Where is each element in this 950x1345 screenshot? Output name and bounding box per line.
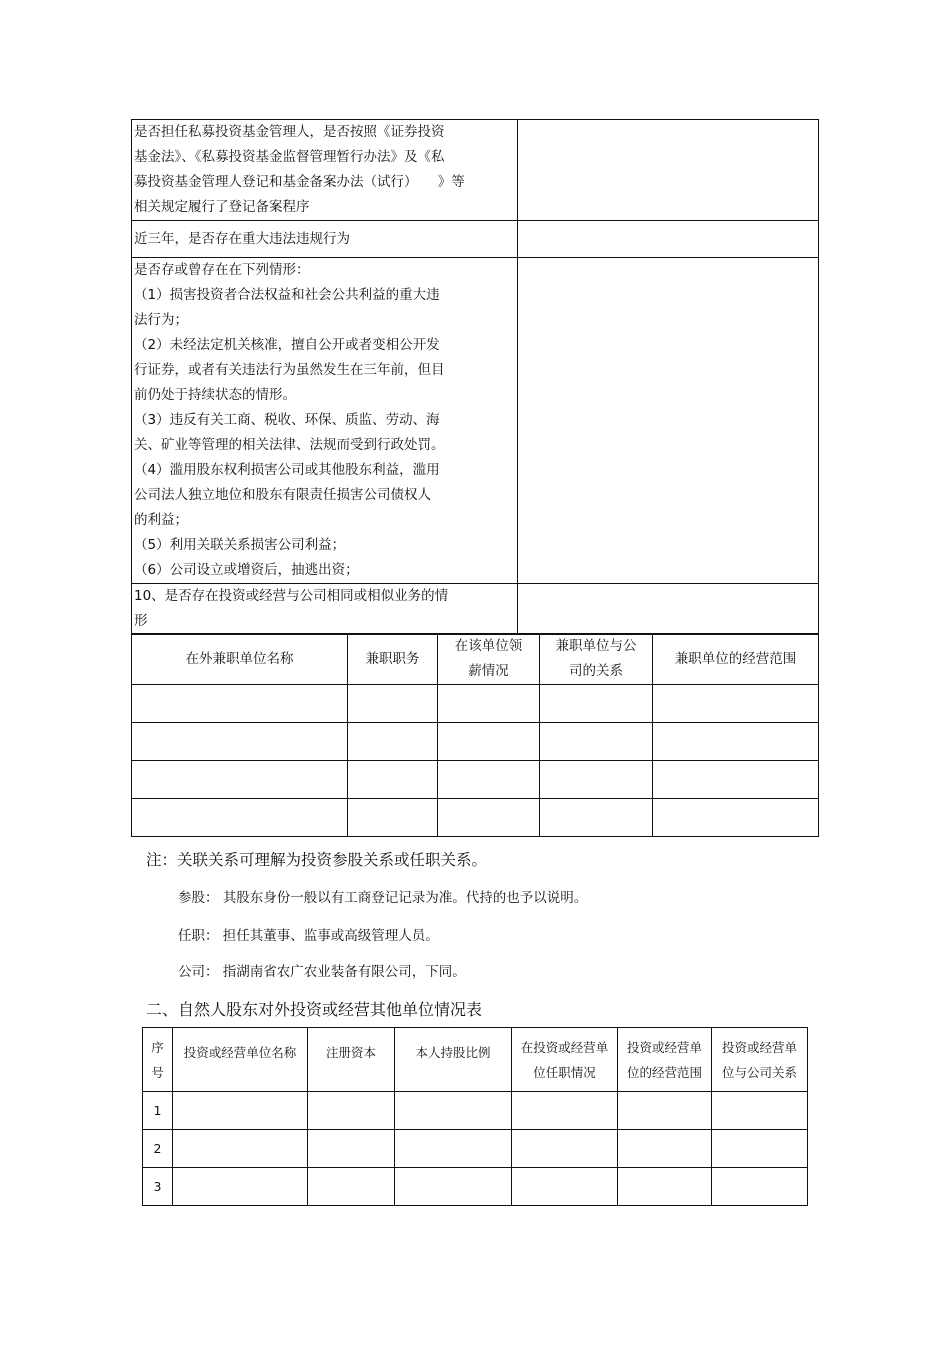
input-cell[interactable] xyxy=(712,1168,808,1206)
question-text: （4）滥用股东权利损害公司或其他股东利益，滥用 xyxy=(134,462,440,478)
input-cell[interactable] xyxy=(540,685,653,723)
note-heading: 注：关联关系可理解为投资参股关系或任职关系。 xyxy=(146,851,488,869)
header-cell: 注册资本 xyxy=(308,1028,395,1092)
input-cell[interactable] xyxy=(512,1168,618,1206)
question-text: 前仍处于持续状态的情形。 xyxy=(134,387,296,403)
question-cell xyxy=(132,258,518,584)
input-cell[interactable] xyxy=(618,1092,712,1130)
input-cell[interactable] xyxy=(653,799,819,837)
input-cell[interactable] xyxy=(395,1168,512,1206)
question-text: 公司法人独立地位和股东有限责任损害公司债权人 xyxy=(134,487,431,503)
header-cell: 在该单位领 薪情况 xyxy=(438,634,540,685)
question-text: （3）违反有关工商、税收、环保、质监、劳动、海 xyxy=(134,412,440,428)
question-text: 相关规定履行了登记备案程序 xyxy=(134,199,310,215)
input-cell[interactable] xyxy=(132,685,348,723)
question-cell xyxy=(132,221,518,258)
input-cell[interactable] xyxy=(308,1092,395,1130)
question-text: （2）未经法定机关核准，擅自公开或者变相公开发 xyxy=(134,337,440,353)
question-text: 近三年，是否存在重大违法违规行为 xyxy=(134,230,350,247)
header-cell: 投资或经营单位名称 xyxy=(173,1028,308,1092)
input-cell[interactable] xyxy=(712,1130,808,1168)
table-row xyxy=(143,1130,808,1168)
input-cell[interactable] xyxy=(132,761,348,799)
input-cell[interactable] xyxy=(540,799,653,837)
note-item-shareholding: 参股： 其股东身份一般以有工商登记记录为准。代持的也予以说明。 xyxy=(178,890,588,906)
question-row-situations xyxy=(132,258,819,584)
disclosure-question-table xyxy=(131,119,819,635)
note-item-position: 任职： 担任其董事、监事或高级管理人员。 xyxy=(178,928,439,944)
question-text: 形 xyxy=(134,613,148,629)
question-text: 基金法》、《私募投资基金监督管理暂行办法》及《私 xyxy=(134,149,445,165)
input-cell[interactable] xyxy=(618,1130,712,1168)
input-cell[interactable] xyxy=(540,723,653,761)
header-cell: 本人持股比例 xyxy=(395,1028,512,1092)
question-text: 的利益； xyxy=(134,512,188,528)
header-cell: 在外兼职单位名称 xyxy=(132,634,348,685)
question-cell xyxy=(132,120,518,221)
question-row-competing-business xyxy=(132,584,819,635)
table-row xyxy=(143,1092,808,1130)
question-cell xyxy=(132,584,518,635)
section-title: 二、自然人股东对外投资或经营其他单位情况表 xyxy=(146,1000,483,1019)
answer-cell[interactable] xyxy=(518,221,819,258)
question-text: （5）利用关联关系损害公司利益； xyxy=(134,537,346,553)
table-row xyxy=(132,685,819,723)
input-cell[interactable] xyxy=(438,685,540,723)
table-row xyxy=(143,1168,808,1206)
answer-cell[interactable] xyxy=(518,584,819,635)
input-cell[interactable] xyxy=(395,1092,512,1130)
input-cell[interactable] xyxy=(618,1168,712,1206)
header-cell: 在投资或经营单 位任职情况 xyxy=(512,1028,618,1092)
note-item-company: 公司： 指湖南省农广农业装备有限公司，下同。 xyxy=(178,964,466,980)
question-text: 10、是否存在投资或经营与公司相同或相似业务的情 xyxy=(134,588,449,604)
input-cell[interactable] xyxy=(512,1130,618,1168)
table-row xyxy=(132,799,819,837)
question-text: 募投资基金管理人登记和基金备案办法（试行） 》等 xyxy=(134,174,465,190)
header-cell: 兼职单位与公 司的关系 xyxy=(540,634,653,685)
question-text: （6）公司设立或增资后，抽逃出资； xyxy=(134,562,359,578)
header-cell: 投资或经营单 位的经营范围 xyxy=(618,1028,712,1092)
input-cell[interactable] xyxy=(512,1092,618,1130)
input-cell[interactable] xyxy=(540,761,653,799)
header-cell: 兼职单位的经营范围 xyxy=(653,634,819,685)
row-number: 1 xyxy=(143,1092,173,1130)
input-cell[interactable] xyxy=(438,799,540,837)
input-cell[interactable] xyxy=(348,799,438,837)
row-number: 3 xyxy=(143,1168,173,1206)
input-cell[interactable] xyxy=(173,1168,308,1206)
table-row xyxy=(132,761,819,799)
input-cell[interactable] xyxy=(712,1092,808,1130)
input-cell[interactable] xyxy=(395,1130,512,1168)
table-row xyxy=(132,723,819,761)
input-cell[interactable] xyxy=(653,685,819,723)
question-row-registration xyxy=(132,120,819,221)
table-header-row xyxy=(143,1028,808,1092)
external-position-table xyxy=(131,633,819,837)
question-text: （1）损害投资者合法权益和社会公共利益的重大违 xyxy=(134,287,440,303)
input-cell[interactable] xyxy=(173,1092,308,1130)
header-cell: 序 号 xyxy=(143,1028,173,1092)
input-cell[interactable] xyxy=(653,761,819,799)
input-cell[interactable] xyxy=(132,799,348,837)
input-cell[interactable] xyxy=(173,1130,308,1168)
input-cell[interactable] xyxy=(438,723,540,761)
input-cell[interactable] xyxy=(132,723,348,761)
input-cell[interactable] xyxy=(348,685,438,723)
question-row-violations xyxy=(132,221,819,258)
question-text: 是否担任私募投资基金管理人，是否按照《证券投资 xyxy=(134,124,445,140)
input-cell[interactable] xyxy=(348,723,438,761)
table-header-row xyxy=(132,634,819,685)
question-text: 关、矿业等管理的相关法律、法规而受到行政处罚。 xyxy=(134,437,445,453)
question-text: 行证券，或者有关违法行为虽然发生在三年前，但目 xyxy=(134,362,445,378)
answer-cell[interactable] xyxy=(518,120,819,221)
question-text: 是否存或曾存在在下列情形： xyxy=(134,262,310,278)
input-cell[interactable] xyxy=(438,761,540,799)
input-cell[interactable] xyxy=(653,723,819,761)
header-cell: 兼职职务 xyxy=(348,634,438,685)
input-cell[interactable] xyxy=(308,1130,395,1168)
answer-cell[interactable] xyxy=(518,258,819,584)
row-number: 2 xyxy=(143,1130,173,1168)
investment-table xyxy=(142,1027,808,1206)
header-cell: 投资或经营单 位与公司关系 xyxy=(712,1028,808,1092)
question-text: 法行为； xyxy=(134,312,188,328)
input-cell[interactable] xyxy=(308,1168,395,1206)
input-cell[interactable] xyxy=(348,761,438,799)
